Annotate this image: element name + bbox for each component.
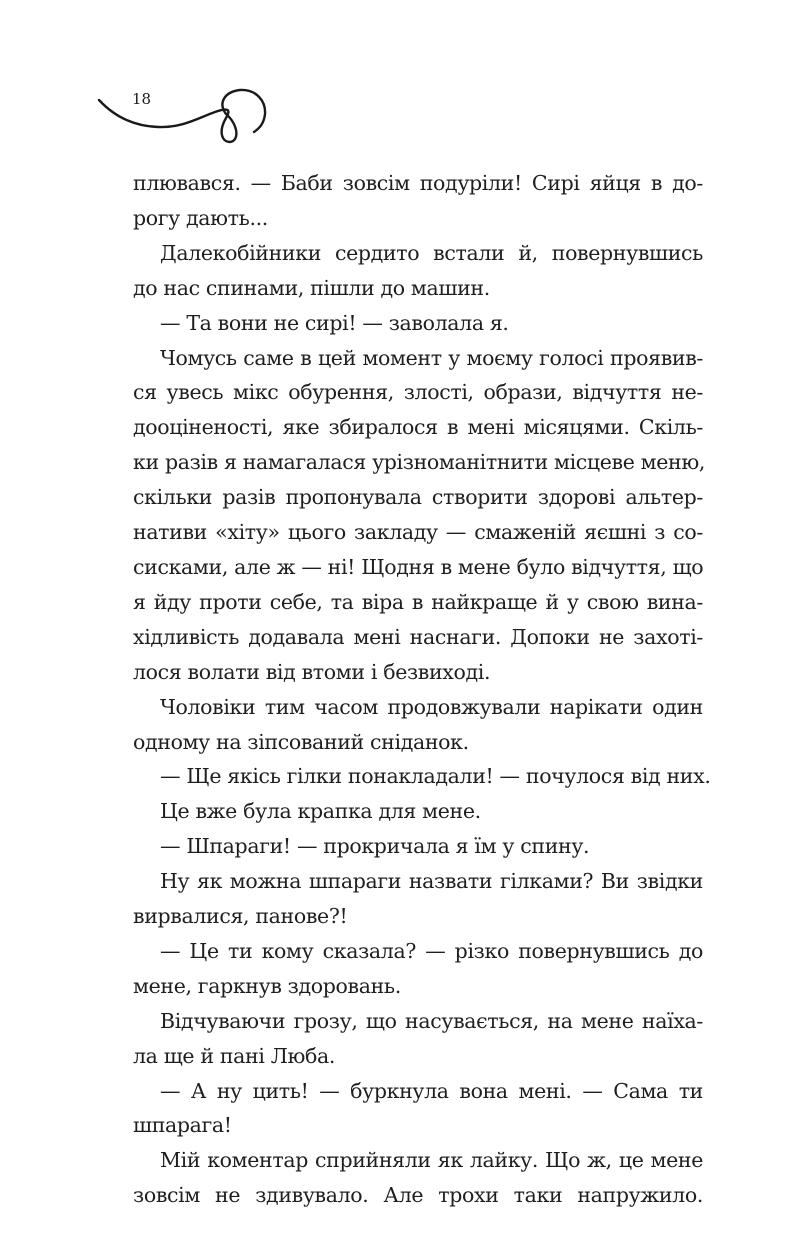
text-line: Далекобійники сердито встали й, повернувшись [160, 240, 703, 265]
swirl-flourish-icon [0, 0, 800, 150]
text-line: — Це ти кому сказала? — різко повернувшись до [160, 938, 703, 963]
page-body-text [133, 166, 711, 1213]
paragraph [133, 864, 703, 934]
paragraph [133, 166, 703, 236]
text-line: Чоловіки тим часом продовжували нарікати один [160, 694, 703, 719]
paragraph-dialogue [133, 934, 703, 1004]
text-line: ки разів я намагалася урізноманітнити місцеве меню, [133, 450, 706, 475]
text-line: Ну як можна шпараги назвати гілками? Ви звідки [160, 869, 703, 894]
text-line: мене, гаркнув здоровань. [133, 973, 401, 998]
text-line: до нас спинами, пішли до машин. [133, 275, 490, 300]
page-number: 18 [132, 90, 152, 108]
text-line: ся увесь мікс обурення, злості, образи, відчуття не- [133, 380, 703, 405]
page-header [0, 0, 800, 150]
paragraph-dialogue [133, 829, 703, 864]
text-line: хідливість додавала мені наснаги. Допоки не захоті- [133, 624, 703, 649]
text-line: дооціненості, яке збиралося в мені місяцями. Скіль- [133, 415, 703, 440]
text-line: рогу дають... [133, 205, 268, 230]
paragraph-dialogue [133, 306, 703, 341]
paragraph [133, 1143, 703, 1213]
text-line: лося волати від втоми і безвиході. [133, 659, 491, 684]
text-line: скільки разів пропонувала створити здорові альтер- [133, 485, 703, 510]
text-line: плювався. — Баби зовсім подуріли! Сирі яйця в до- [133, 171, 703, 195]
text-line: — Ще якісь гілки понакладали! — почулося від них. [160, 764, 711, 789]
text-line: Мій коментар сприйняли як лайку. Що ж, це мене [160, 1148, 703, 1173]
text-line: Чомусь саме в цей момент у моєму голосі проявив- [160, 345, 703, 370]
paragraph [133, 794, 703, 829]
paragraph [133, 341, 706, 690]
paragraph [133, 1004, 703, 1074]
paragraph [133, 236, 703, 306]
text-line: сисками, але ж — ні! Щодня в мене було відчуття, що [133, 554, 704, 579]
text-line: зовсім не здивувало. Але трохи таки напружило. [133, 1183, 703, 1208]
text-line: я йду проти себе, та віра в найкраще й у свою вина- [133, 589, 703, 614]
text-line: шпарага! [133, 1113, 232, 1138]
paragraph-dialogue [133, 759, 711, 794]
text-line: нативи «хіту» цього закладу — смаженій яєшні з со- [133, 520, 703, 545]
paragraph-dialogue [133, 1074, 703, 1144]
text-line: вирвалися, панове?! [133, 904, 348, 929]
text-line: Це вже була крапка для мене. [160, 799, 481, 824]
text-line: ла ще й пані Люба. [133, 1043, 336, 1068]
text-line: — А ну цить! — буркнула вона мені. — Сама ти [160, 1078, 703, 1103]
text-line: одному на зіпсований сніданок. [133, 729, 469, 754]
text-line: — Шпараги! — прокричала я їм у спину. [160, 834, 590, 859]
paragraph [133, 690, 703, 760]
text-line: — Та вони не сирі! — заволала я. [160, 310, 509, 335]
text-line: Відчуваючи грозу, що насувається, на мене наїха- [160, 1008, 703, 1033]
